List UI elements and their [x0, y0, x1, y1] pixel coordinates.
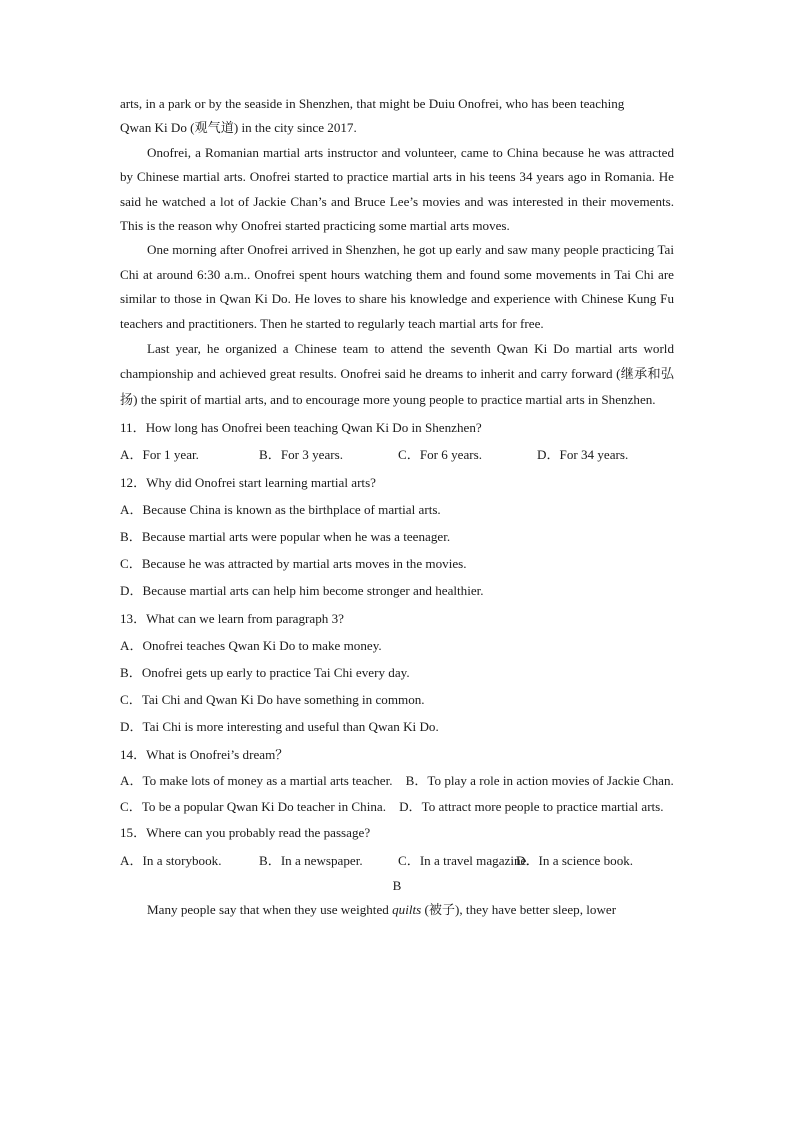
- passage-paragraph-3: One morning after Onofrei arrived in Shenzhen, he got up early and saw many people practicing Tai Chi at around 6:30 a.m.. Onofrei spent hours watching them and found some movements in Tai Chi are similar to those in Qwan Ki Do. He loves to share his knowledge and experience with Chinese Kung Fu teachers and practitioners. Then he started to regularly teach martial arts for free.: [120, 242, 674, 331]
- passage-p1-line1: arts, in a park or by the seaside in Shenzhen, that might be Duiu Onofrei, who has been teaching: [120, 96, 625, 111]
- question-stem: 12．Why did Onofrei start learning martial arts?: [120, 474, 376, 490]
- options-c-d[interactable]: C．To be a popular Qwan Ki Do teacher in China. D．To attract more people to practice martial arts.: [120, 798, 664, 814]
- question-12: [120, 469, 674, 605]
- exam-page: [120, 92, 674, 923]
- question-stem: 15．Where can you probably read the passage?: [120, 825, 371, 841]
- option-a[interactable]: A．Onofrei teaches Qwan Ki Do to make money.: [120, 637, 382, 653]
- question-13: [120, 605, 674, 741]
- option-d[interactable]: D．Because martial arts can help him become stronger and healthier.: [120, 583, 484, 599]
- intro-text-before: Many people say that when they use weighted: [147, 902, 393, 918]
- section-b-heading: B: [392, 877, 402, 893]
- section-b-intro: [120, 898, 674, 922]
- question-stem: 13．What can we learn from paragraph 3?: [120, 610, 344, 626]
- question-stem: 14．What is Onofrei’s dream？: [120, 746, 289, 762]
- option-b[interactable]: B．Onofrei gets up early to practice Tai Chi every day.: [120, 664, 410, 680]
- option-a[interactable]: A．For 1 year.: [120, 447, 199, 463]
- question-14: [120, 741, 674, 820]
- options-row: [120, 847, 674, 874]
- option-b[interactable]: B．In a newspaper.: [259, 852, 363, 868]
- option-b[interactable]: B．Because martial arts were popular when he was a teenager.: [120, 529, 451, 545]
- option-c[interactable]: C．Because he was attracted by martial arts moves in the movies.: [120, 556, 467, 572]
- question-stem: 11．How long has Onofrei been teaching Qwan Ki Do in Shenzhen?: [120, 420, 482, 436]
- option-d[interactable]: D．In a science book.: [516, 852, 634, 868]
- passage-p1-line2: Qwan Ki Do (观气道) in the city since 2017.: [120, 120, 357, 136]
- option-c[interactable]: C．For 6 years.: [398, 447, 483, 463]
- question-11: [120, 414, 674, 468]
- option-d[interactable]: D．Tai Chi is more interesting and useful than Qwan Ki Do.: [120, 719, 439, 735]
- options-row: [120, 441, 674, 468]
- options-a-b[interactable]: A．To make lots of money as a martial arts teacher. B．To play a role in action movies of Jackie Chan.: [120, 772, 674, 788]
- passage-paragraph-4: Last year, he organized a Chinese team to attend the seventh Qwan Ki Do martial arts world championship and achieved great results. Onofrei said he dreams to inherit and carry forward (继承和弘扬) the spirit of martial arts, and to encourage more young people to practice martial arts in Shenzhen.: [120, 341, 674, 407]
- question-15: [120, 819, 674, 873]
- option-c[interactable]: C．Tai Chi and Qwan Ki Do have something in common.: [120, 692, 425, 708]
- intro-italic-word: quilts: [392, 902, 422, 918]
- intro-text-after: (被子), they have better sleep, lower: [421, 902, 617, 918]
- option-d[interactable]: D．For 34 years.: [537, 447, 629, 463]
- option-c[interactable]: C．In a travel magazine.: [398, 852, 530, 868]
- option-a[interactable]: A．In a storybook.: [120, 852, 222, 868]
- option-b[interactable]: B．For 3 years.: [259, 447, 344, 463]
- option-a[interactable]: A．Because China is known as the birthplace of martial arts.: [120, 501, 441, 517]
- passage-paragraph-2: Onofrei, a Romanian martial arts instructor and volunteer, came to China because he was attracted by Chinese martial arts. Onofrei started to practice martial arts in his teens 34 years ago in Romania. He said he watched a lot of Jackie Chan’s and Bruce Lee’s movies and was interested in their movements. This is the reason why Onofrei started practicing some martial arts moves.: [120, 144, 674, 234]
